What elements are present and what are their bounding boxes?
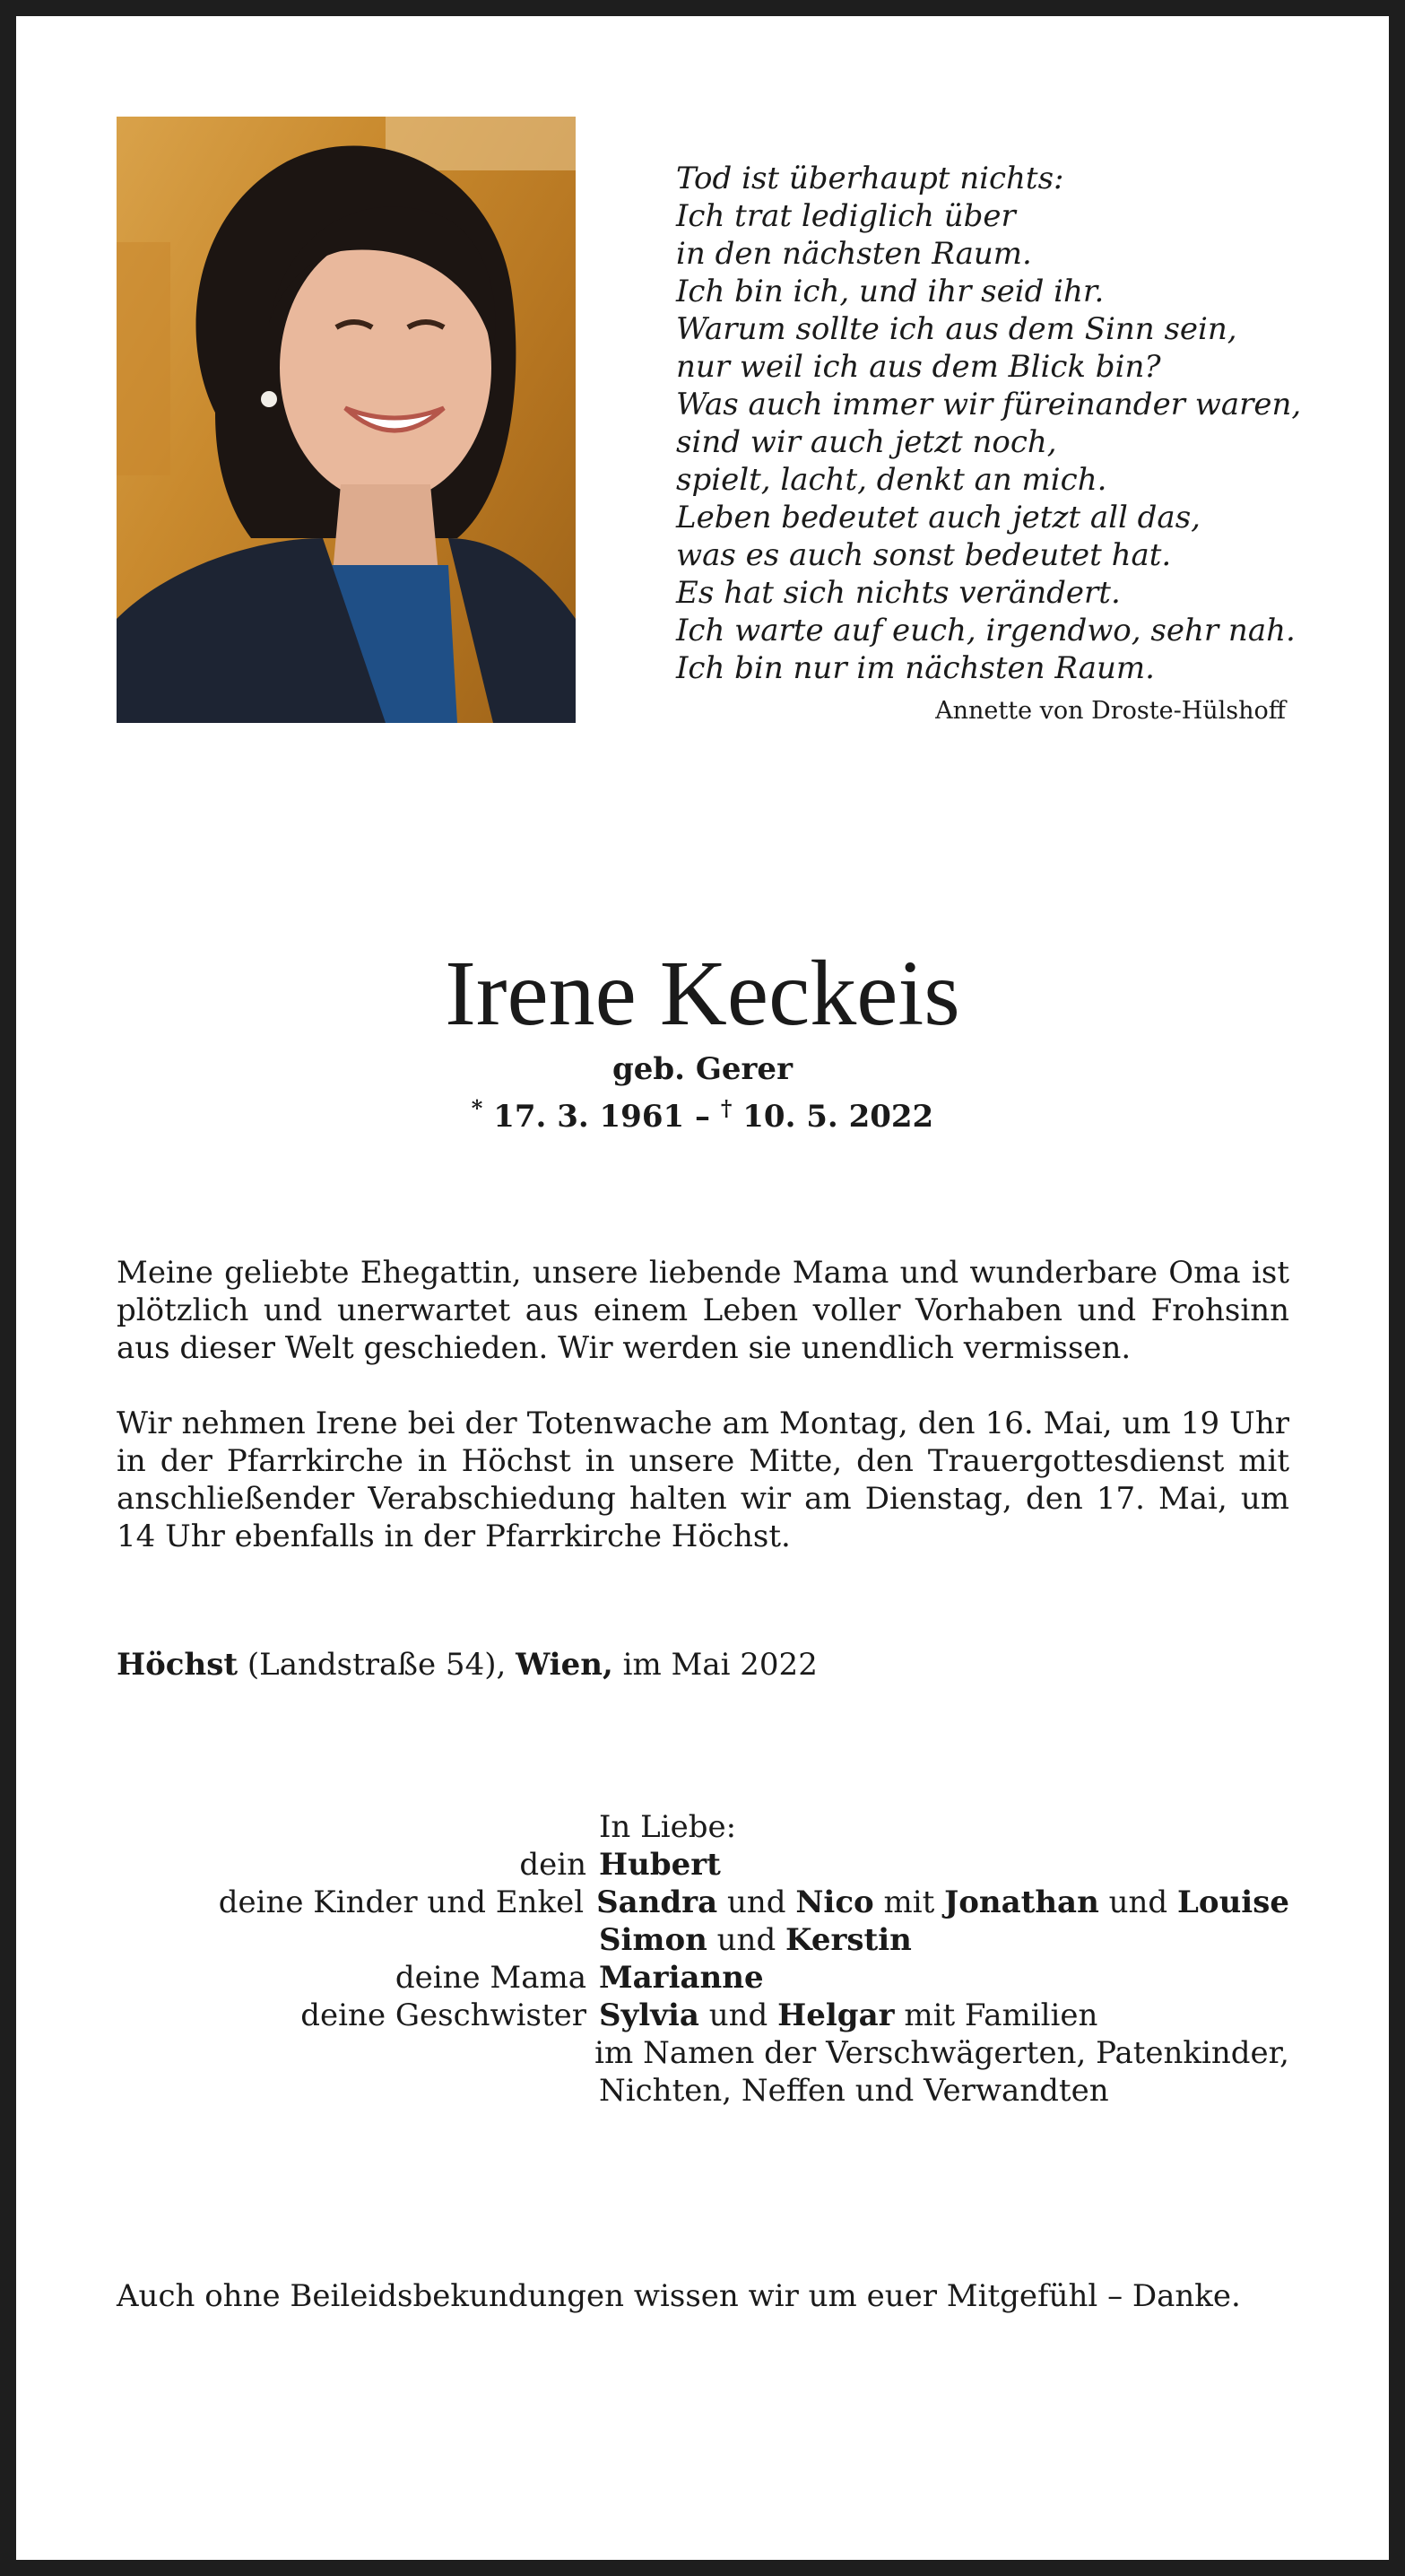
place-and-date xyxy=(117,1645,818,1684)
family-member-name: Simon xyxy=(599,1922,707,1958)
funeral-details-paragraph: Wir nehmen Irene bei der Totenwache am Montag, den 16. Mai, um 19 Uhr in der Pfarrkirche in Höchst in unsere Mitte, den Trauergottesdienst mit anschließender Verabschiedung halten wir am Dienstag, den 17. Mai, um 14 Uhr ebenfalls in der Pfarrkirche Höchst. xyxy=(117,1405,1289,1554)
family-row xyxy=(117,1921,1289,1959)
family-connector-text: und xyxy=(698,1997,778,2033)
family-relation-label: dein xyxy=(519,1847,586,1883)
birth-date: 17. 3. 1961 xyxy=(493,1099,685,1135)
birth-name: geb. Gerer xyxy=(612,1051,793,1087)
poem-line: Was auch immer wir füreinander waren, xyxy=(676,387,1302,422)
family-relation-label xyxy=(117,1921,599,1959)
family-members xyxy=(596,1884,1289,1921)
deceased-name: Irene Keckeis xyxy=(445,942,960,1045)
poem-line: nur weil ich aus dem Blick bin? xyxy=(676,349,1161,385)
family-intro: In Liebe: xyxy=(599,1809,737,1845)
family-member-name: Jonathan xyxy=(944,1884,1099,1920)
family-row xyxy=(117,1846,1289,1884)
family-row xyxy=(117,2072,1289,2110)
place-city-1: Höchst xyxy=(117,1647,239,1683)
date-separator: – xyxy=(684,1099,721,1135)
family-list xyxy=(117,1808,1289,2110)
family-member-name: Helgar xyxy=(777,1997,895,2033)
family-connector-text: mit xyxy=(873,1884,945,1920)
poem-line: Ich trat lediglich über xyxy=(676,198,1016,234)
closing-thanks: Auch ohne Beileidsbekundungen wissen wir um euer Mitgefühl – Danke. xyxy=(117,2278,1241,2314)
family-member-name: Nico xyxy=(795,1884,874,1920)
family-row xyxy=(117,1884,1289,1921)
poem-line: in den nächsten Raum. xyxy=(676,236,1032,272)
death-symbol: † xyxy=(720,1095,733,1121)
family-connector-text: Nichten, Neffen und Verwandten xyxy=(599,2073,1109,2109)
poem-line: Ich bin ich, und ihr seid ihr. xyxy=(676,274,1105,309)
announcement-paragraph: Meine geliebte Ehegattin, unsere liebende Mama und wunderbare Oma ist plötzlich und unerwartet aus einem Leben voller Vorhaben und Frohsinn aus dieser Welt geschieden. Wir werden sie unendlich vermissen. xyxy=(117,1255,1289,1366)
family-members xyxy=(599,2072,1289,2110)
life-dates xyxy=(16,1089,1389,1136)
poem-line: sind wir auch jetzt noch, xyxy=(676,424,1057,460)
family-relation-label xyxy=(117,2072,599,2110)
family-member-name: Sandra xyxy=(596,1884,718,1920)
family-members xyxy=(599,1846,1289,1884)
family-members xyxy=(599,1959,1289,1997)
place-address: (Landstraße 54), xyxy=(238,1647,516,1683)
birth-symbol: * xyxy=(471,1095,483,1121)
family-member-name: Sylvia xyxy=(599,1997,699,2033)
poem-author: Annette von Droste-Hülshoff xyxy=(935,697,1286,725)
poem-line: was es auch sonst bedeutet hat. xyxy=(676,537,1172,573)
poem-line: Ich warte auf euch, irgendwo, sehr nah. xyxy=(676,613,1296,648)
family-relation-label: deine Kinder und Enkel xyxy=(218,1884,585,1920)
family-members xyxy=(599,1921,1289,1959)
family-member-name: Marianne xyxy=(599,1960,764,1996)
family-members xyxy=(599,1997,1289,2034)
death-date: 10. 5. 2022 xyxy=(742,1099,934,1135)
family-connector-text: und xyxy=(707,1922,786,1958)
family-member-name: Hubert xyxy=(599,1847,721,1883)
family-member-name: Kerstin xyxy=(785,1922,912,1958)
portrait-photo xyxy=(117,117,576,723)
poem xyxy=(676,160,1304,687)
family-member-name: Louise xyxy=(1177,1884,1289,1920)
place-city-2: Wien, xyxy=(516,1647,613,1683)
poem-line: Warum sollte ich aus dem Sinn sein, xyxy=(676,311,1237,347)
family-connector-text: im Namen der Verschwägerten, Patenkinder, xyxy=(594,2035,1289,2071)
place-date: im Mai 2022 xyxy=(612,1647,818,1683)
family-connector-text: mit Familien xyxy=(894,1997,1098,2033)
family-row xyxy=(117,1997,1289,2034)
poem-line: spielt, lacht, denkt an mich. xyxy=(676,462,1107,498)
poem-line: Es hat sich nichts verändert. xyxy=(676,575,1121,611)
poem-line: Ich bin nur im nächsten Raum. xyxy=(676,650,1155,686)
family-row xyxy=(117,2034,1289,2072)
poem-line: Leben bedeutet auch jetzt all das, xyxy=(676,500,1201,535)
family-relation-label xyxy=(117,2034,594,2072)
obituary-page xyxy=(16,16,1389,2560)
family-rows xyxy=(117,1846,1289,2110)
family-members xyxy=(594,2034,1289,2072)
family-connector-text: und xyxy=(1098,1884,1177,1920)
portrait-illustration xyxy=(117,117,576,723)
family-relation-label: deine Geschwister xyxy=(300,1997,586,2033)
family-connector-text: und xyxy=(717,1884,796,1920)
poem-line: Tod ist überhaupt nichts: xyxy=(676,161,1064,196)
family-intro-row xyxy=(117,1808,1289,1846)
family-row xyxy=(117,1959,1289,1997)
family-relation-label: deine Mama xyxy=(395,1960,586,1996)
